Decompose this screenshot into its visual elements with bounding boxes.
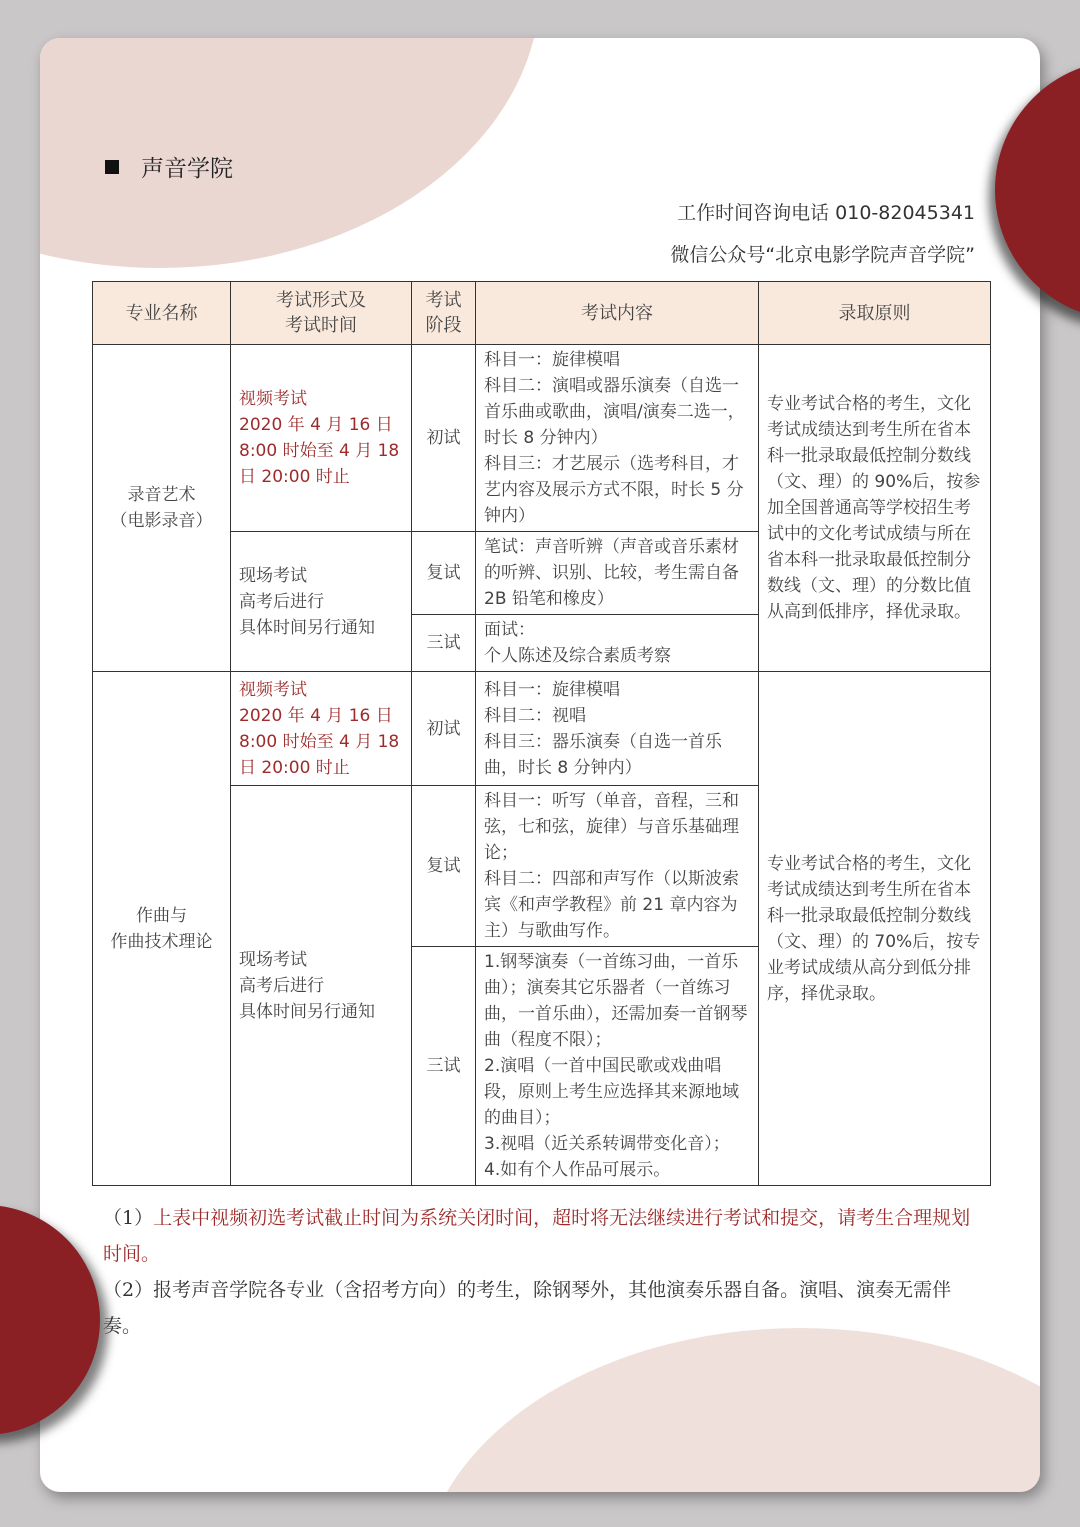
table-row xyxy=(93,672,991,786)
video-exam-time: 2020 年 4 月 16 日 8:00 时始至 4 月 18 日 20:00 时止 xyxy=(239,705,400,778)
content-cell: 科目一：旋律模唱 科目二：演唱或器乐演奏（自选一首乐曲或歌曲，演唱/演奏二选一，时长 8 分钟内） 科目三：才艺展示（选考科目，才艺内容及展示方式不限，时长 5 分钟内） xyxy=(476,345,759,532)
video-exam-title: 视频考试 xyxy=(239,679,307,700)
contact-phone: 工作时间咨询电话 010-82045341 xyxy=(677,202,975,224)
section-title-text: 声音学院 xyxy=(141,156,233,182)
onsite-exam-time: 高考后进行 具体时间另行通知 xyxy=(239,591,375,638)
major-name-cell: 作曲与 作曲技术理论 xyxy=(93,672,231,1186)
note-1-text: 上表中视频初选考试截止时间为系统关闭时间，超时将无法继续进行考试和提交，请考生合理规划时间。 xyxy=(103,1207,971,1265)
stage-cell: 三试 xyxy=(412,615,476,672)
content-cell: 面试： 个人陈述及综合素质考察 xyxy=(476,615,759,672)
content-cell: 科目一：旋律模唱 科目二：视唱 科目三：器乐演奏（自选一首乐曲，时长 8 分钟内） xyxy=(476,672,759,786)
header-content: 考试内容 xyxy=(476,282,759,345)
header-stage: 考试 阶段 xyxy=(412,282,476,345)
exam-form-video-cell xyxy=(231,672,412,786)
exam-form-onsite-cell xyxy=(231,786,412,1186)
square-bullet-icon xyxy=(105,160,119,174)
major-name-cell: 录音艺术 （电影录音） xyxy=(93,345,231,672)
header-major: 专业名称 xyxy=(93,282,231,345)
content-cell: 1.钢琴演奏（一首练习曲，一首乐曲）；演奏其它乐器者（一首练习曲，一首乐曲），还需加奏一首钢琴曲（程度不限）； 2.演唱（一首中国民歌或戏曲唱段，原则上考生应选择其来源地域的曲目）； 3.视唱（近关系转调带变化音）； 4.如有个人作品可展示。 xyxy=(476,947,759,1186)
notes xyxy=(103,1200,983,1344)
video-exam-time: 2020 年 4 月 16 日 8:00 时始至 4 月 18 日 20:00 时止 xyxy=(239,415,400,487)
table-header-row xyxy=(93,282,991,345)
onsite-exam-title: 现场考试 xyxy=(239,565,307,586)
exam-form-video-cell xyxy=(231,345,412,532)
principle-cell: 专业考试合格的考生，文化考试成绩达到考生所在省本科一批录取最低控制分数线（文、理）的 70%后，按专业考试成绩从高分到低分排序，择优录取。 xyxy=(759,672,991,1186)
video-exam-title: 视频考试 xyxy=(239,389,307,409)
principle-cell: 专业考试合格的考生，文化考试成绩达到考生所在省本科一批录取最低控制分数线（文、理）的 90%后，按参加全国普通高等学校招生考试中的文化考试成绩与所在省本科一批录取最低控制分数线（文、理）的分数比值从高到低排序，择优录取。 xyxy=(759,345,991,672)
table-row xyxy=(93,345,991,532)
onsite-exam-time: 高考后进行 具体时间另行通知 xyxy=(239,975,375,1022)
header-exam-form: 考试形式及 考试时间 xyxy=(231,282,412,345)
exam-table xyxy=(92,281,991,1186)
content-cell: 笔试：声音听辨（声音或音乐素材的听辨、识别、比较，考生需自备 2B 铅笔和橡皮） xyxy=(476,532,759,615)
content-cell: 科目一：听写（单音，音程，三和弦，七和弦，旋律）与音乐基础理论； 科目二：四部和声写作（以斯波索宾《和声学教程》前 21 章内容为主）与歌曲写作。 xyxy=(476,786,759,947)
stage-cell: 初试 xyxy=(412,345,476,532)
onsite-exam-title: 现场考试 xyxy=(239,949,307,970)
section-title xyxy=(105,150,233,183)
note-2: （2）报考声音学院各专业（含招考方向）的考生，除钢琴外，其他演奏乐器自备。演唱、演奏无需伴奏。 xyxy=(103,1279,952,1337)
note-1-prefix: （1） xyxy=(103,1207,154,1229)
stage-cell: 复试 xyxy=(412,532,476,615)
stage-cell: 复试 xyxy=(412,786,476,947)
header-principle: 录取原则 xyxy=(759,282,991,345)
exam-form-onsite-cell xyxy=(231,532,412,672)
stage-cell: 初试 xyxy=(412,672,476,786)
contact-wechat: 微信公众号“北京电影学院声音学院” xyxy=(670,244,975,266)
decor-blob-bottom-right xyxy=(420,1328,1040,1492)
stage-cell: 三试 xyxy=(412,947,476,1186)
note-1 xyxy=(103,1200,983,1272)
